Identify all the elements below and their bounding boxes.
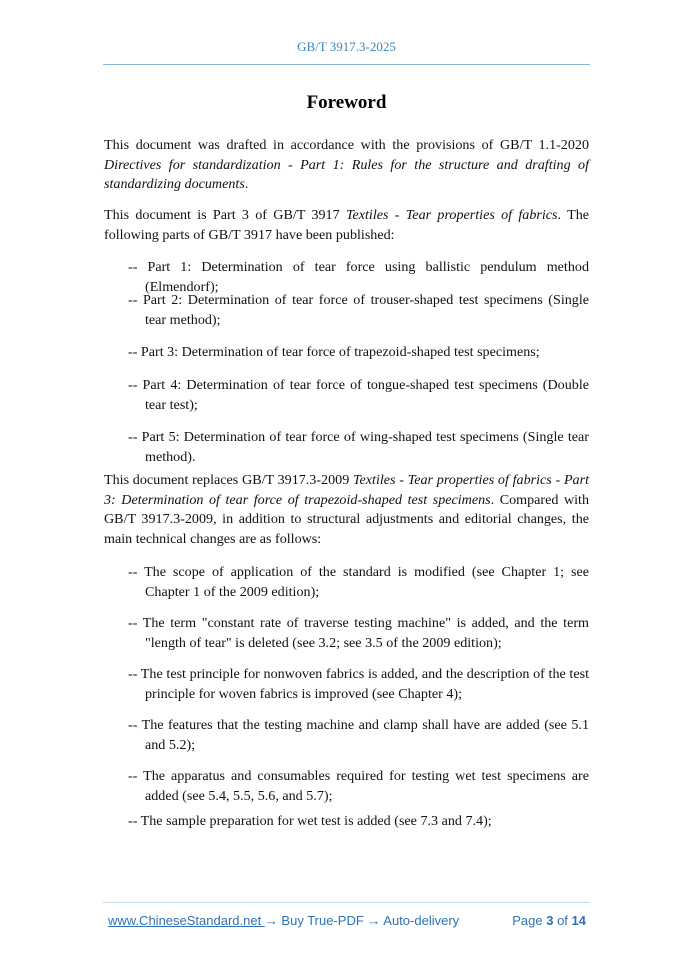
published-part-item: -- Part 5: Determination of tear force of wing-shaped test specimens (Single tear method).: [128, 429, 589, 465]
paragraph-text: .: [244, 176, 249, 193]
arrow-right-icon: →: [367, 913, 381, 928]
footer-promo: [108, 913, 459, 928]
published-part-item: -- Part 2: Determination of tear force of trouser-shaped test specimens (Single tear method);: [128, 292, 589, 328]
technical-change-item: -- The term "constant rate of traverse testing machine" is added, and the term "length of tear" is deleted (see 3.2; see 3.5 of the 2009 edition);: [128, 615, 589, 651]
technical-change-item: -- The apparatus and consumables required for testing wet test specimens are added (see 5.4, 5.5, 5.6, and 5.7);: [128, 768, 589, 804]
footer-buy-text: Buy True-PDF: [277, 913, 368, 928]
paragraph-italic-title: Textiles - Tear properties of fabrics: [345, 207, 558, 223]
paragraph-text: This document was drafted in accordance with the provisions of GB/T 1.1-2020: [104, 137, 589, 153]
total-page-count: 14: [571, 913, 586, 928]
arrow-right-icon: →: [264, 913, 278, 928]
technical-change-item: -- The scope of application of the standard is modified (see Chapter 1; see Chapter 1 of the 2009 edition);: [128, 564, 589, 600]
chinesestandard-link[interactable]: www.ChineseStandard.net: [108, 913, 265, 928]
technical-change-item: -- The features that the testing machine and clamp shall have are added (see 5.1 and 5.2);: [128, 717, 589, 753]
current-page-number: 3: [546, 913, 554, 928]
technical-change-item: -- The test principle for nonwoven fabrics is added, and the description of the test principle for woven fabrics is improved (see Chapter 4);: [128, 666, 589, 702]
paragraph-text: . Compared with GB/T 3917.3-2009, in addition to structural adjustments and editorial changes, the main technical changes are as follows:: [104, 491, 589, 547]
published-part-item: -- Part 3: Determination of tear force of trapezoid-shaped test specimens;: [128, 344, 540, 360]
published-part-item: -- Part 1: Determination of tear force using ballistic pendulum method (Elmendorf);: [128, 259, 589, 295]
page-indicator: [512, 913, 586, 928]
technical-change-item: -- The sample preparation for wet test is added (see 7.3 and 7.4);: [128, 813, 492, 829]
paragraph-drafting-provisions: [104, 136, 589, 195]
footer-divider: [103, 902, 590, 903]
paragraph-part-of-series: [104, 206, 589, 245]
header-divider: [103, 64, 590, 65]
paragraph-replacement: [104, 471, 589, 549]
paragraph-text: This document is Part 3 of GB/T 3917: [104, 207, 346, 223]
page-title: Foreword: [306, 92, 387, 113]
page-label: Page: [512, 913, 547, 928]
header-standard-code: GB/T 3917.3-2025: [297, 39, 396, 54]
paragraph-italic-title: Textiles - Tear properties of fabrics - Part 3: Determination of tear force of trapezoid-shaped test specimens: [104, 472, 589, 508]
published-part-item: -- Part 4: Determination of tear force of tongue-shaped test specimens (Double tear test);: [128, 377, 589, 413]
paragraph-italic-title: Directives for standardization - Part 1: Rules for the structure and drafting of standardizing documents: [104, 156, 589, 193]
footer: [108, 913, 586, 928]
footer-delivery-text: Auto-delivery: [380, 913, 460, 928]
paragraph-text: This document replaces GB/T 3917.3-2009: [104, 472, 353, 488]
paragraph-text: . The following parts of GB/T 3917 have been published:: [104, 207, 589, 243]
page-of-label: of: [553, 913, 572, 928]
